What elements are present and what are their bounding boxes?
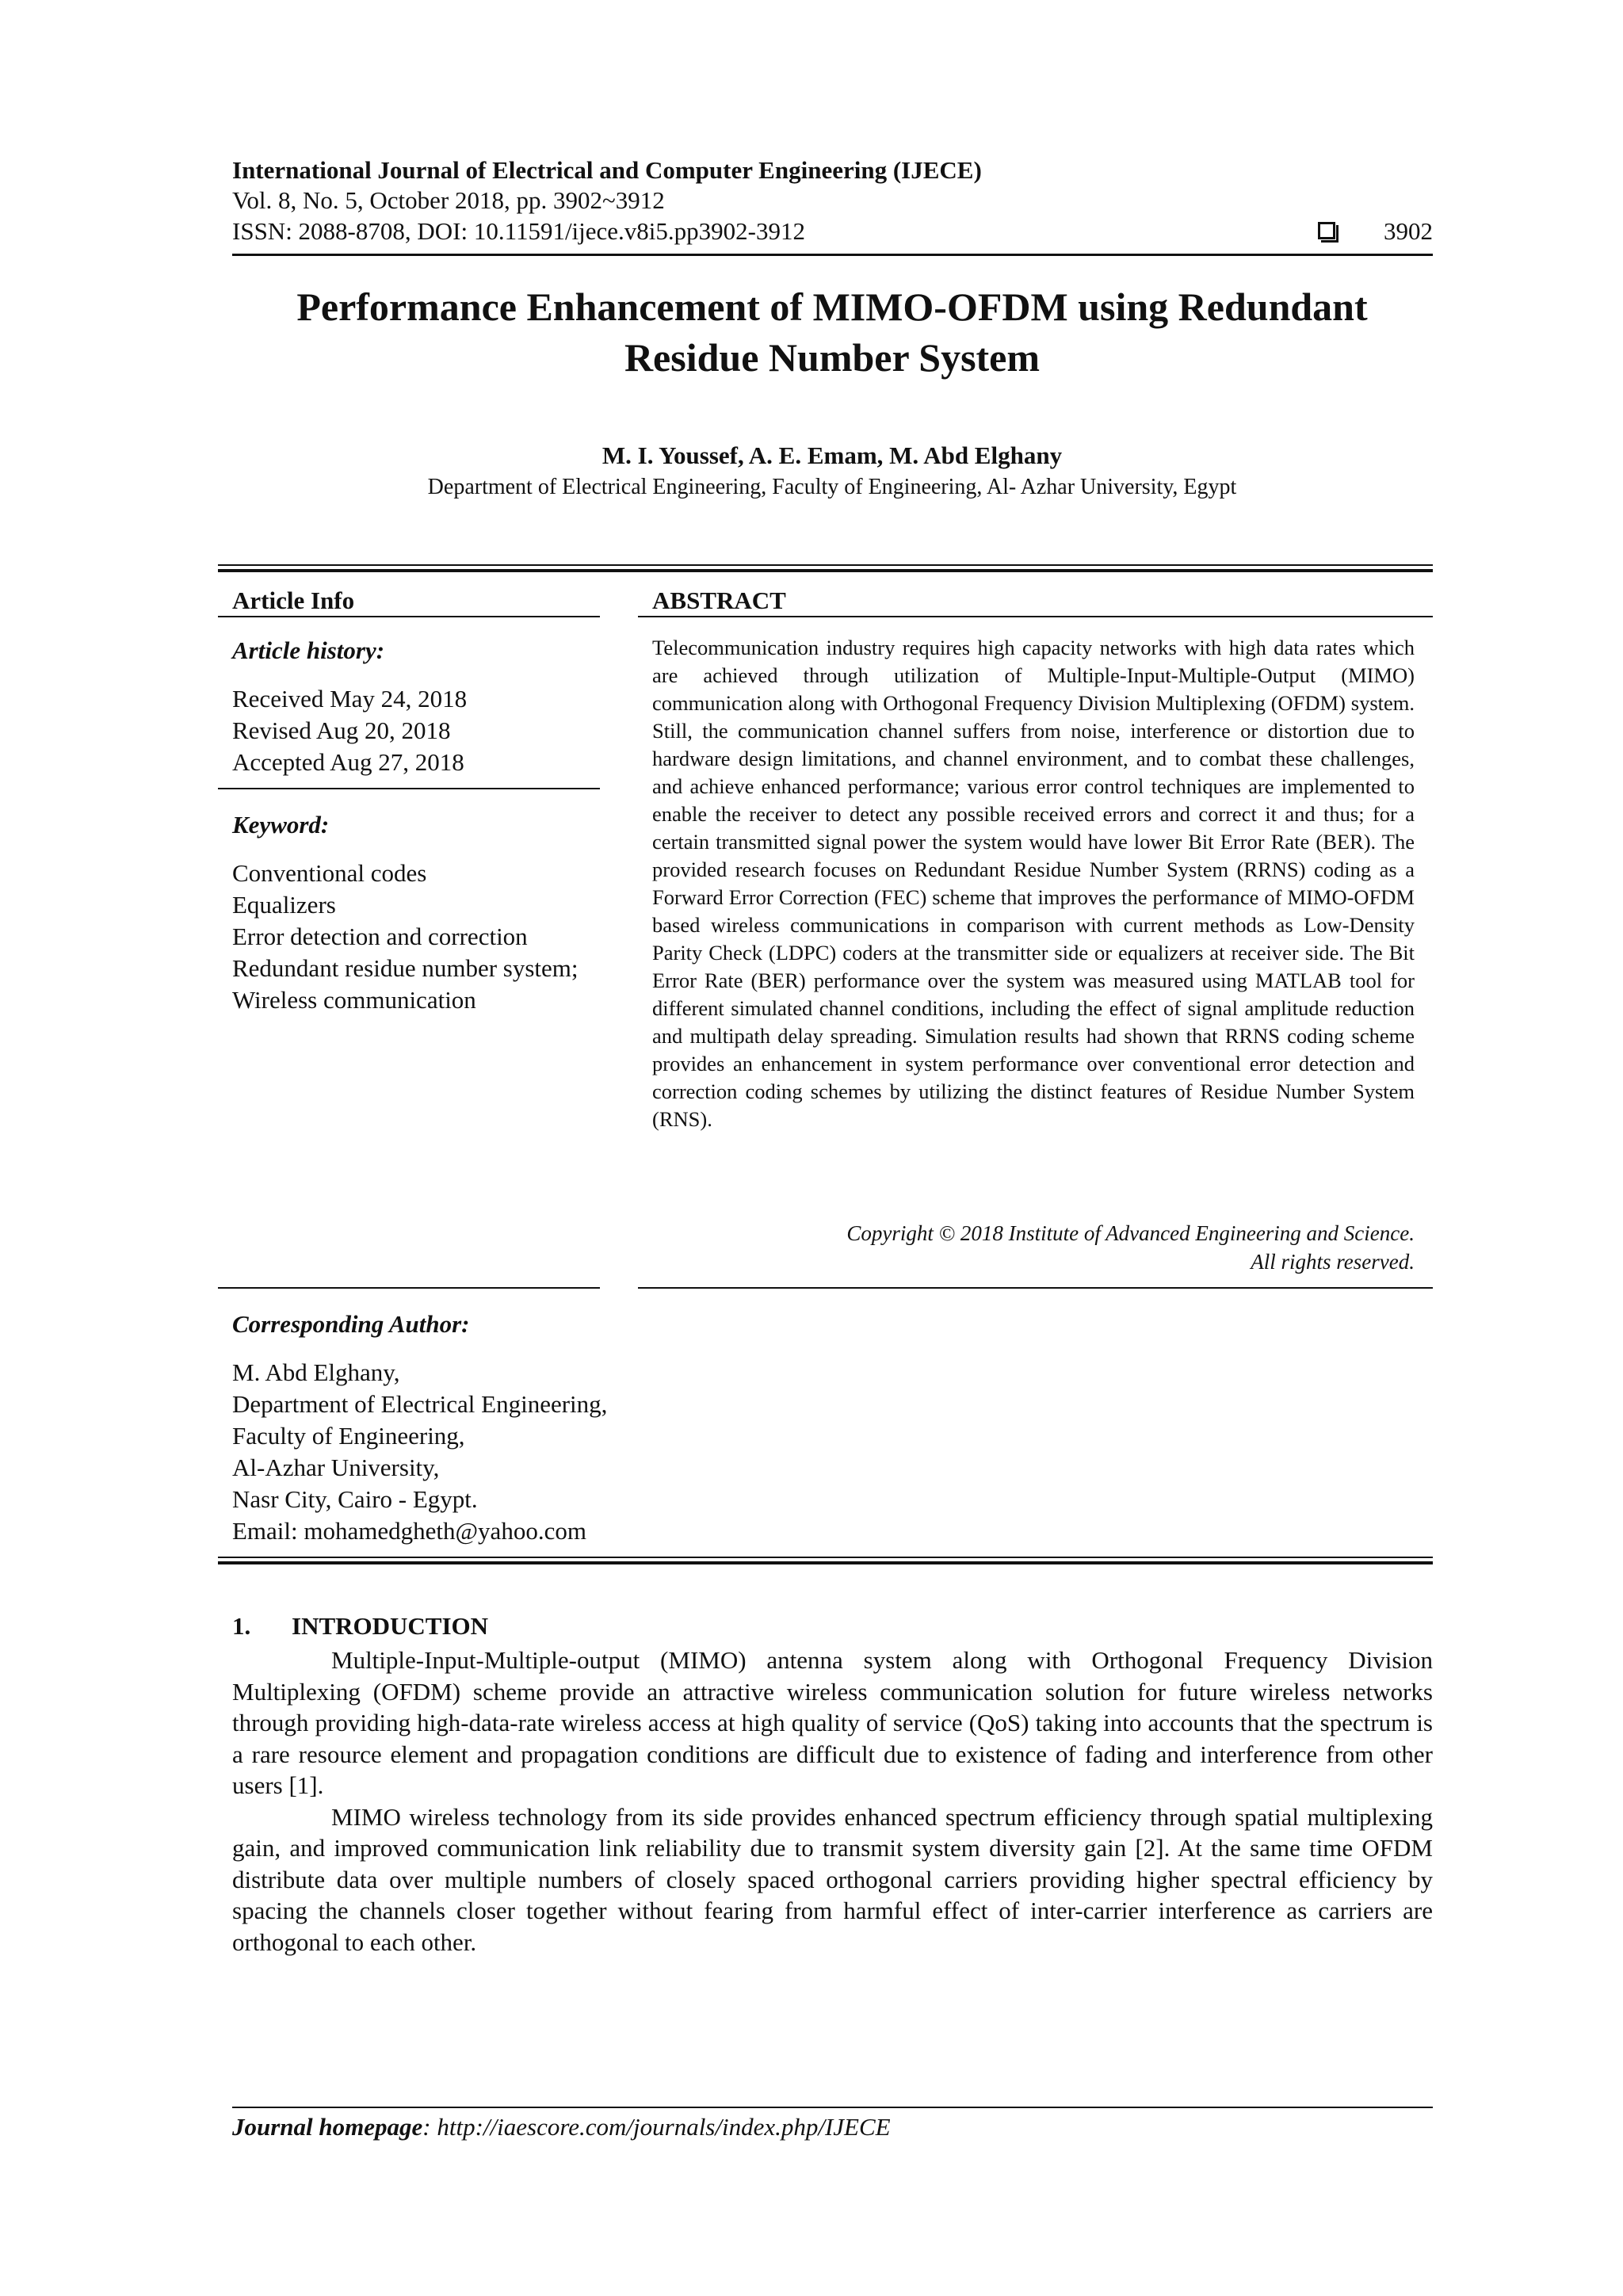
article-history-heading: Article history: [232, 636, 385, 664]
paper-title-line-2: Residue Number System [624, 335, 1041, 380]
article-info-heading-rule [218, 616, 600, 617]
corresponding-author-faculty: Faculty of Engineering, [232, 1422, 465, 1450]
history-divider [218, 788, 600, 789]
history-accepted: Accepted Aug 27, 2018 [232, 748, 464, 776]
info-box-top-rule-thick [218, 569, 1433, 572]
corresponding-author-city: Nasr City, Cairo - Egypt. [232, 1485, 478, 1513]
journal-volume: Vol. 8, No. 5, October 2018, pp. 3902~3912 [232, 186, 665, 214]
section-title: INTRODUCTION [292, 1612, 489, 1640]
journal-issn-doi: ISSN: 2088-8708, DOI: 10.11591/ijece.v8i5.pp3902-3912 [232, 217, 805, 245]
introduction-paragraph: MIMO wireless technology from its side provides enhanced spectrum efficiency through spatial multiplexing gain, and improved communication link reliability due to transmit system diversity gain [2]. At the same time OFDM distribute data over multiple numbers of closely spaced orthogonal carriers providing higher spectral efficiency by spacing the channels closer together without fearing from harmful effect of inter-carrier interference as carriers are orthogonal to each other. [232, 1802, 1433, 1956]
corresponding-author-department: Department of Electrical Engineering, [232, 1390, 608, 1418]
journal-homepage-footer [232, 2112, 891, 2142]
keyword-list [232, 858, 605, 1016]
keywords-bottom-rule [218, 1287, 600, 1289]
page-box-icon [1318, 222, 1335, 239]
journal-homepage-link[interactable]: http://iaescore.com/journals/index.php/IJECE [437, 2113, 891, 2141]
footer-separator: : [422, 2113, 431, 2141]
article-history-list [232, 683, 605, 778]
copyright-notice [652, 1219, 1415, 1276]
footer-divider [232, 2107, 1433, 2108]
copyright-line-2: All rights reserved. [1251, 1250, 1415, 1274]
author-list: M. I. Youssef, A. E. Emam, M. Abd Elghany [601, 441, 1063, 469]
footer-label: Journal homepage [232, 2113, 423, 2141]
copyright-line-1: Copyright © 2018 Institute of Advanced Engineering and Science. [846, 1221, 1415, 1245]
info-box-bottom-rule-thick [218, 1561, 1433, 1564]
page-number: 3902 [1384, 217, 1433, 245]
keyword-item: Equalizers [232, 891, 336, 919]
abstract-bottom-rule [638, 1287, 1433, 1289]
info-box-bottom-rule [218, 1557, 1433, 1558]
history-received: Received May 24, 2018 [232, 685, 468, 712]
corresponding-author-name: M. Abd Elghany, [232, 1358, 400, 1386]
paper-title [158, 281, 1506, 383]
corresponding-author-university: Al-Azhar University, [232, 1454, 440, 1481]
keyword-item: Conventional codes [232, 859, 427, 887]
abstract-text: Telecommunication industry requires high capacity networks with high data rates which are achieved through utilization of Multiple-Input-Multiple-Output (MIMO) communication along with Orthogonal Frequency Division Multiplexing (OFDM) system. Still, the communication channel suffers from noise, interference or distortion due to hardware design limitations, and channel environment, and to combat these challenges, and achieve enhanced performance; various error control techniques are implemented to enable the receiver to detect any possible received errors and correct it and thus; for a certain transmitted signal power the system would have lower Bit Error Rate (BER). The provided research focuses on Redundant Residue Number System (RRNS) coding as a Forward Error Correction (FEC) scheme that improves the performance of MIMO-OFDM based wireless communications in comparison with current methods as Low-Density Parity Check (LDPC) coders at the transmitter side or equalizers at receiver side. The Bit Error Rate (BER) performance over the system was measured using MATLAB tool for different simulated channel conditions, including the effect of signal amplitude reduction and multipath delay spreading. Simulation results had shown that RRNS coding scheme provides an enhancement in system performance over conventional error detection and correction coding schemes by utilizing the distinct features of Residue Number System (RNS). [652, 636, 1415, 1131]
paper-title-line-1: Performance Enhancement of MIMO-OFDM using Redundant [296, 285, 1368, 329]
introduction-paragraph: Multiple-Input-Multiple-output (MIMO) antenna system along with Orthogonal Frequency Division Multiplexing (OFDM) scheme provide an attractive wireless communication solution for future wireless networks through providing high-data-rate wireless access at high quality of service (QoS) taking into accounts that the spectrum is a rare resource element and propagation conditions are difficult due to existence of fading and interference from other users [1]. [232, 1646, 1433, 1799]
keyword-item: Error detection and correction [232, 923, 528, 950]
section-number: 1. [232, 1612, 251, 1640]
abstract-heading: ABSTRACT [652, 586, 786, 614]
history-revised: Revised Aug 20, 2018 [232, 716, 451, 744]
journal-name: International Journal of Electrical and Computer Engineering (IJECE) [232, 156, 982, 184]
section-heading-introduction [232, 1611, 488, 1641]
corresponding-author-heading: Corresponding Author: [232, 1310, 470, 1338]
introduction-body [232, 1645, 1433, 1958]
keyword-item: Wireless communication [232, 986, 476, 1014]
keyword-item: Redundant residue number system; [232, 954, 579, 982]
corresponding-author-details [232, 1357, 708, 1547]
keyword-heading: Keyword: [232, 811, 330, 839]
author-affiliation: Department of Electrical Engineering, Faculty of Engineering, Al- Azhar University, Egypt [427, 475, 1237, 499]
corresponding-author-email: Email: mohamedgheth@yahoo.com [232, 1517, 586, 1545]
abstract-heading-rule [638, 616, 1433, 617]
article-info-heading: Article Info [232, 586, 355, 614]
info-box-top-rule [218, 564, 1433, 566]
header-divider [232, 254, 1433, 256]
